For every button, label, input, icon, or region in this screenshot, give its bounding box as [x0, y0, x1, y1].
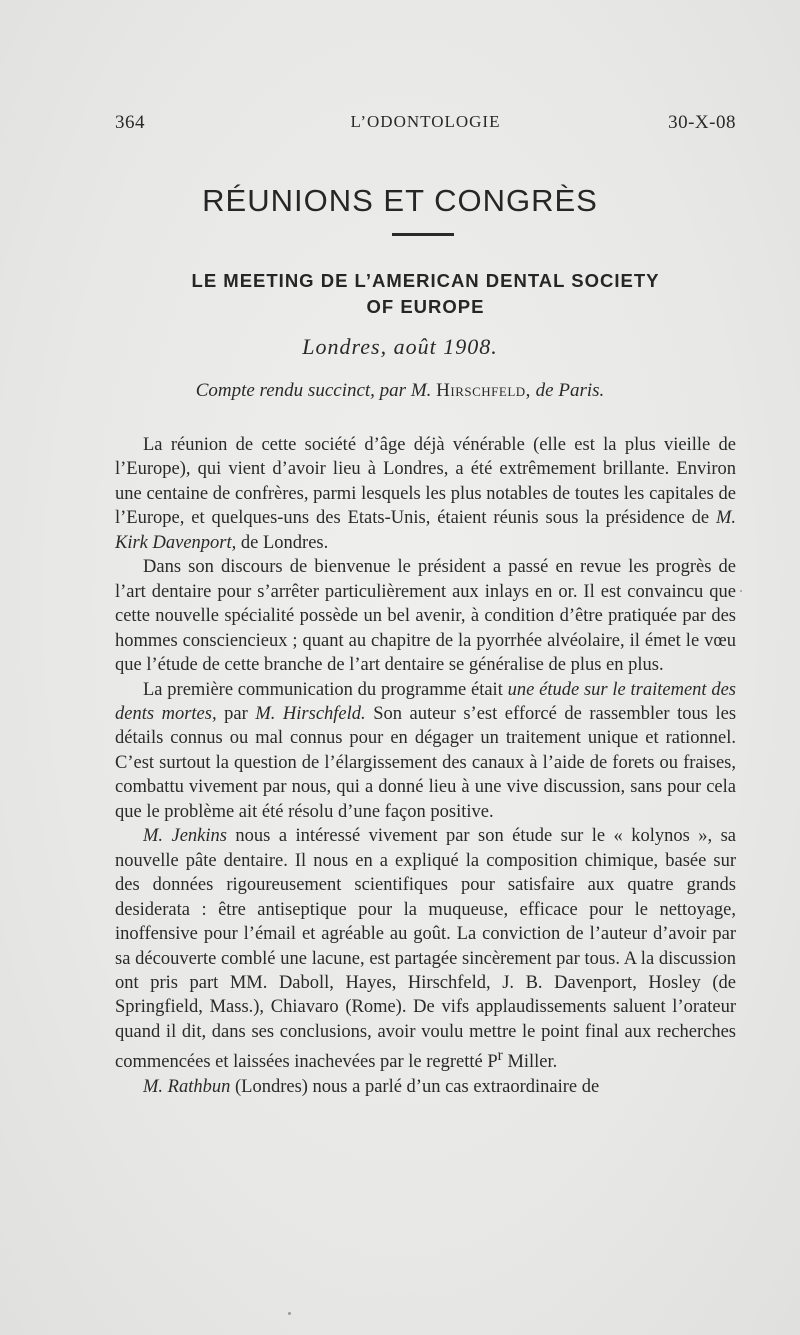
- paragraph: [115, 433, 736, 555]
- paper-title: une étude sur le traitement des dents mortes,: [115, 679, 736, 724]
- paragraph-text: Dans son discours de bienvenue le président a passé en revue les progrès de l’art dentaire pour s’arrêter particulièrement aux inlays en or. Il est convaincu que cette nouvelle spécialité possède un bel avenir, à condition d’être pratiquée par des hommes consciencieux ; quant au chapitre de la pyorrhée alvéolaire, il émet le vœu que l’étude de cette branche de l’art dentaire se généralise de plus en plus.: [115, 557, 736, 676]
- paragraph-text: (Londres) nous a parlé d’un cas extraordinaire de: [234, 1076, 600, 1097]
- paragraph-text: Miller.: [507, 1052, 558, 1073]
- paragraph-text: nous a intéressé vivement par son étude sur le « kolynos », sa nouvelle pâte dentaire. Il nous en a expliqué la composition chimique, basée sur des données rigoureusement scientifiques pour satisfaire aux quatre grands desiderata : être antiseptique pour la muqueuse, efficace pour le nettoyage, inoffensive pour l’émail et agréable au goût. La conviction de l’auteur d’avoir par sa découverte comblé une lacune, est partagée sincèrement par tous. A la discussion ont pris part MM. Daboll, Hayes, Hirschfeld, J. B. Davenport, Hosley (de Springfield, Mass.), Chiavaro (Rome). De vifs applaudissements saluent l’orateur quand il dit, dans ses conclusions, avoir voulu mettre le point final aux recherches commencées et laissées inachevées par le regretté P: [115, 826, 737, 1073]
- article-title: [115, 268, 736, 320]
- byline-suffix: de Paris.: [535, 380, 605, 401]
- byline-prefix: Compte rendu succinct, par M.: [195, 380, 432, 401]
- paragraph-text: de Londres.: [240, 532, 329, 553]
- paragraph-text: Son auteur s’est efforcé de rassembler tous les détails connus ou mal connus pour en dégager un traitement unique et rationnel. C’est surtout la question de l’élargissement des canaux à l’aide de forets ou fraises, combattu vivement par nous, qui a donné lieu à une vive discussion, sans pour cela que le problème ait été résolu d’une façon positive.: [115, 703, 737, 822]
- person-name: M. Kirk Davenport,: [115, 508, 737, 553]
- person-name: M. Hirschfeld.: [255, 703, 366, 724]
- paragraph: [115, 1075, 736, 1099]
- article-body: [115, 433, 736, 1099]
- paragraph-text: La première communication du programme était: [143, 679, 503, 700]
- paragraph-text: par: [224, 703, 248, 724]
- paragraph: [115, 555, 736, 677]
- page-number: 364: [115, 112, 145, 133]
- byline: [0, 380, 800, 402]
- dateline: Londres, août 1908.: [302, 334, 498, 359]
- section-title: RÉUNIONS ET CONGRÈS: [202, 183, 598, 218]
- paper-speck: [740, 590, 742, 592]
- title-rule: [392, 233, 454, 236]
- running-header: [115, 112, 736, 138]
- article-title-line-2: OF EUROPE: [366, 296, 485, 317]
- journal-title: L’ODONTOLOGIE: [350, 112, 501, 131]
- person-name: M. Jenkins: [143, 826, 227, 847]
- paragraph-text: La réunion de cette société d’âge déjà vénérable (elle est la plus vieille de l’Europe), qui vient d’avoir lieu à Londres, a été extrêmement brillante. Environ une centaine de confrères, parmi lesquels les plus notables de toutes les capitales de l’Europe, et quelques-uns des Etats-Unis, étaient réunis sous la présidence de: [115, 435, 736, 529]
- paragraph: [115, 824, 736, 1075]
- paper-speck: [288, 1312, 291, 1315]
- paragraph: [115, 678, 736, 825]
- superscript: r: [497, 1047, 503, 1065]
- byline-author: Hirschfeld,: [436, 380, 531, 401]
- issue-date: 30-X-08: [668, 112, 736, 133]
- person-name: M. Rathbun: [143, 1076, 231, 1097]
- article-title-line-1: LE MEETING DE L’AMERICAN DENTAL SOCIETY: [191, 270, 660, 291]
